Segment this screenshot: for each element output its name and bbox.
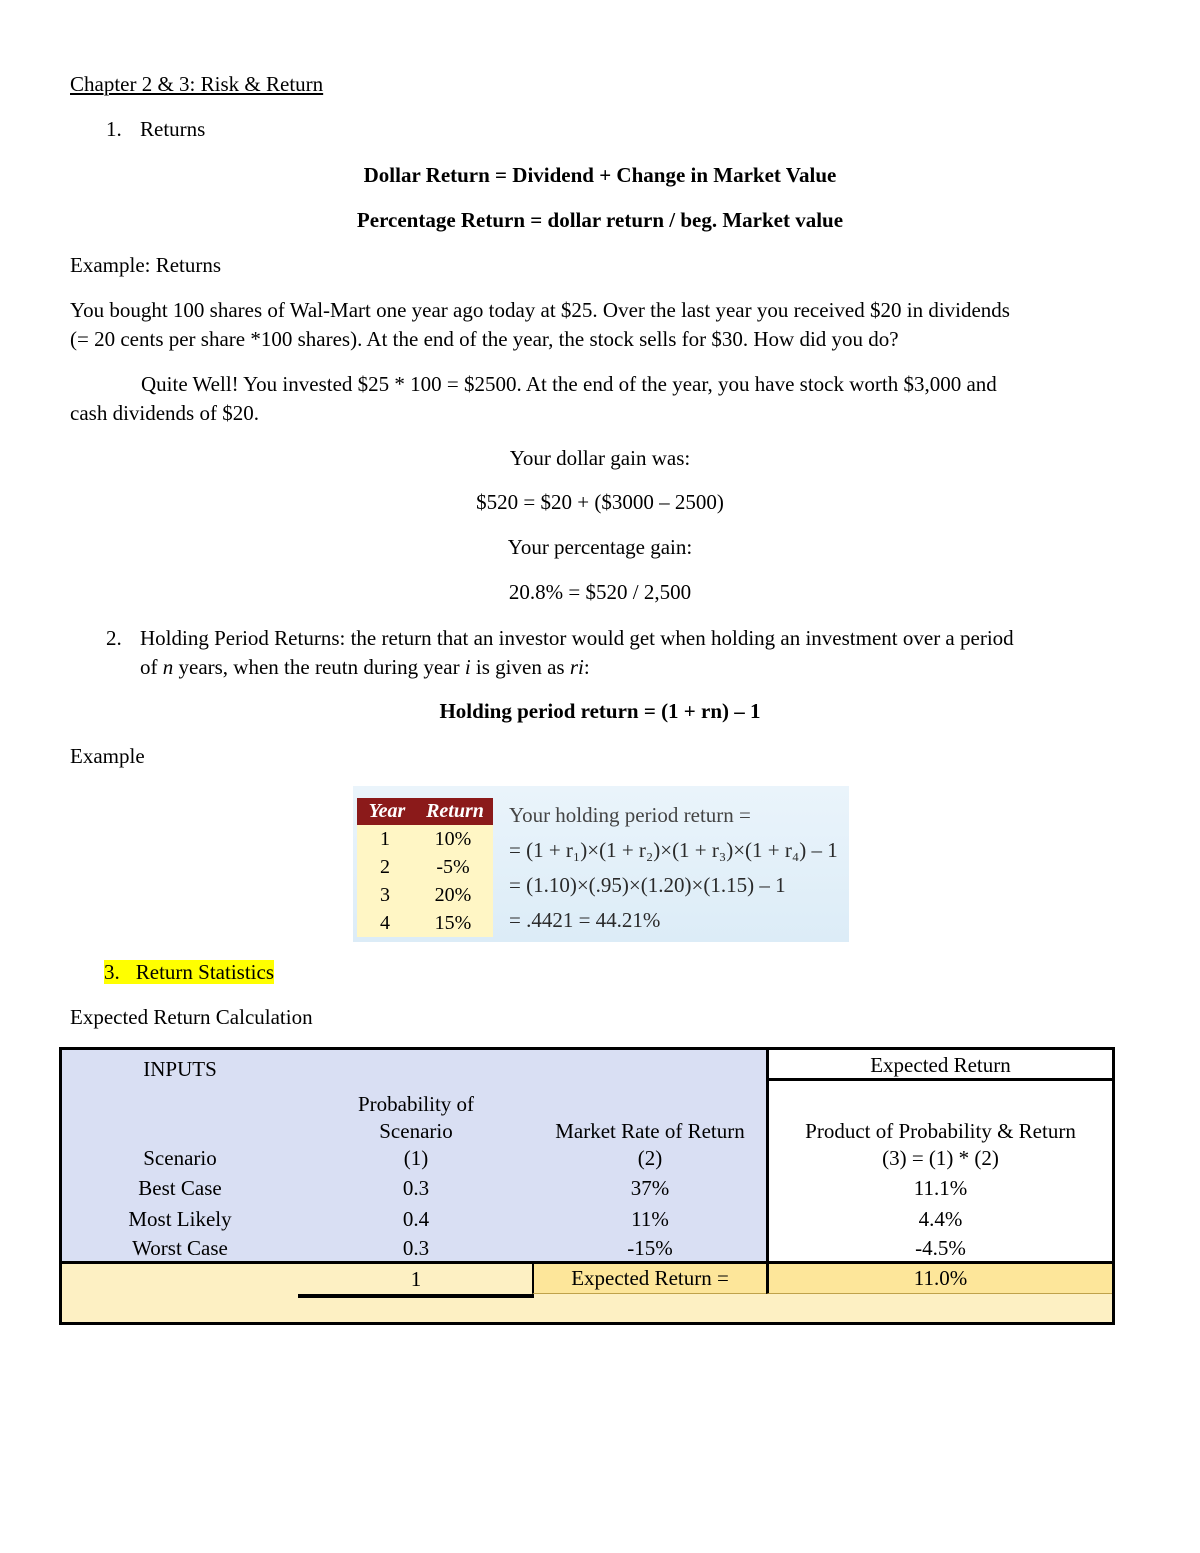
example-paragraph-line: You bought 100 shares of Wal-Mart one year ago today at $25. Over the last year you received $20 in dividends [70, 298, 1010, 322]
return-cell: 10% [434, 828, 472, 850]
hpr-calculation [509, 800, 838, 940]
dollar-gain-label: Your dollar gain was: [509, 446, 691, 470]
product-cell: 11.1% [913, 1176, 968, 1200]
holding-period-figure [353, 786, 849, 942]
example-label: Example [70, 744, 145, 768]
percentage-return-formula: Percentage Return = dollar return / beg. Market value [356, 208, 844, 232]
col-product-header: Product of Probability & Return [805, 1119, 1076, 1143]
percentage-gain-label: Your percentage gain: [507, 535, 693, 559]
list-number: 3. [104, 960, 120, 984]
example-returns-label: Example: Returns [70, 253, 222, 277]
col-scenario-header: Scenario [143, 1146, 217, 1170]
year-cell: 3 [380, 884, 390, 906]
table-row [357, 853, 493, 881]
hpr-line: = (1 + r₁)×(1 + r₂)×(1 + r₃)×(1 + r₄) – 1 [509, 838, 838, 862]
italic-n: n [162, 655, 174, 679]
scenario-cell: Most Likely [128, 1207, 232, 1231]
italic-i: i [464, 655, 471, 679]
section-return-statistics-heading [104, 958, 274, 987]
col-probability-header: (1) [403, 1146, 429, 1170]
year-cell: 1 [380, 828, 390, 850]
list-number: 1. [106, 117, 122, 141]
col-product-header: (3) = (1) * (2) [882, 1146, 999, 1170]
product-cell: -4.5% [915, 1236, 966, 1260]
probability-cell: 0.3 [402, 1176, 430, 1200]
text-run: of [140, 655, 163, 679]
table-row [357, 881, 493, 909]
col-rate-header: (2) [637, 1146, 663, 1170]
table-row [357, 909, 493, 937]
expected-return-value: 11.0% [913, 1266, 968, 1290]
rate-cell: 11% [631, 1207, 669, 1231]
hpr-line: = (1.10)×(.95)×(1.20)×(1.15) – 1 [509, 873, 786, 897]
product-cell: 4.4% [918, 1207, 963, 1231]
expected-return-label: Expected Return = [571, 1266, 729, 1290]
header-year: Year [368, 800, 406, 822]
probability-sum: 1 [410, 1267, 422, 1291]
hpr-line: = .4421 = 44.21% [509, 908, 661, 932]
scenario-cell: Worst Case [132, 1236, 228, 1260]
expected-return-header: Expected Return [769, 1050, 1112, 1081]
italic-ri: ri [569, 655, 584, 679]
col-probability-header: Scenario [379, 1119, 453, 1143]
text-run: years, when the reutn during year [173, 655, 465, 679]
holding-period-formula: Holding period return = (1 + rn) – 1 [439, 699, 761, 723]
header-return: Return [426, 800, 484, 822]
hpr-line: Your holding period return = [509, 803, 751, 827]
example-paragraph-line: (= 20 cents per share *100 shares). At the end of the year, the stock sells for $30. How did you do? [70, 327, 899, 351]
highlighted-heading [104, 960, 274, 984]
list-label: Return Statistics [135, 960, 274, 984]
sum-underline [298, 1294, 534, 1298]
percentage-gain-value: 20.8% = $520 / 2,500 [508, 580, 692, 604]
totals-panel [62, 1261, 1112, 1322]
col-probability-header: Probability of [357, 1092, 475, 1116]
answer-paragraph-line: Quite Well! You invested $25 * 100 = $2500. At the end of the year, you have stock worth $3,000 and [141, 372, 997, 396]
holding-period-definition-line2 [140, 653, 590, 682]
return-cell: 20% [434, 884, 472, 906]
expected-return-label-cell [532, 1264, 768, 1294]
expected-return-panel [766, 1050, 1112, 1261]
year-return-header [357, 798, 493, 825]
page-title: Chapter 2 & 3: Risk & Return [70, 72, 324, 96]
probability-cell: 0.3 [402, 1236, 430, 1260]
inputs-label: INPUTS [143, 1057, 217, 1081]
text-run: : [583, 655, 590, 679]
list-number: 2. [106, 626, 122, 650]
return-cell: 15% [434, 912, 472, 934]
probability-cell: 0.4 [402, 1207, 430, 1231]
rate-cell: 37% [630, 1176, 670, 1200]
list-label: Returns [140, 117, 206, 141]
expected-return-table [59, 1047, 1115, 1325]
list-label: Holding Period Returns: the return that an investor would get when holding an investment over a period [140, 626, 1014, 650]
answer-paragraph-line: cash dividends of $20. [70, 401, 259, 425]
return-cell: -5% [436, 856, 470, 878]
col-rate-header: Market Rate of Return [555, 1119, 745, 1143]
inputs-panel [62, 1050, 766, 1261]
table-row [357, 825, 493, 853]
rate-cell: -15% [627, 1236, 673, 1260]
year-cell: 4 [380, 912, 390, 934]
year-cell: 2 [380, 856, 390, 878]
expected-return-value-cell [766, 1264, 1112, 1294]
text-run: is given as [470, 655, 570, 679]
expected-return-subtitle: Expected Return Calculation [70, 1005, 313, 1029]
dollar-gain-value: $520 = $20 + ($3000 – 2500) [476, 490, 724, 514]
year-return-body [357, 825, 493, 937]
dollar-return-formula: Dollar Return = Dividend + Change in Market Value [363, 163, 837, 187]
year-return-table [357, 798, 493, 937]
scenario-cell: Best Case [138, 1176, 222, 1200]
